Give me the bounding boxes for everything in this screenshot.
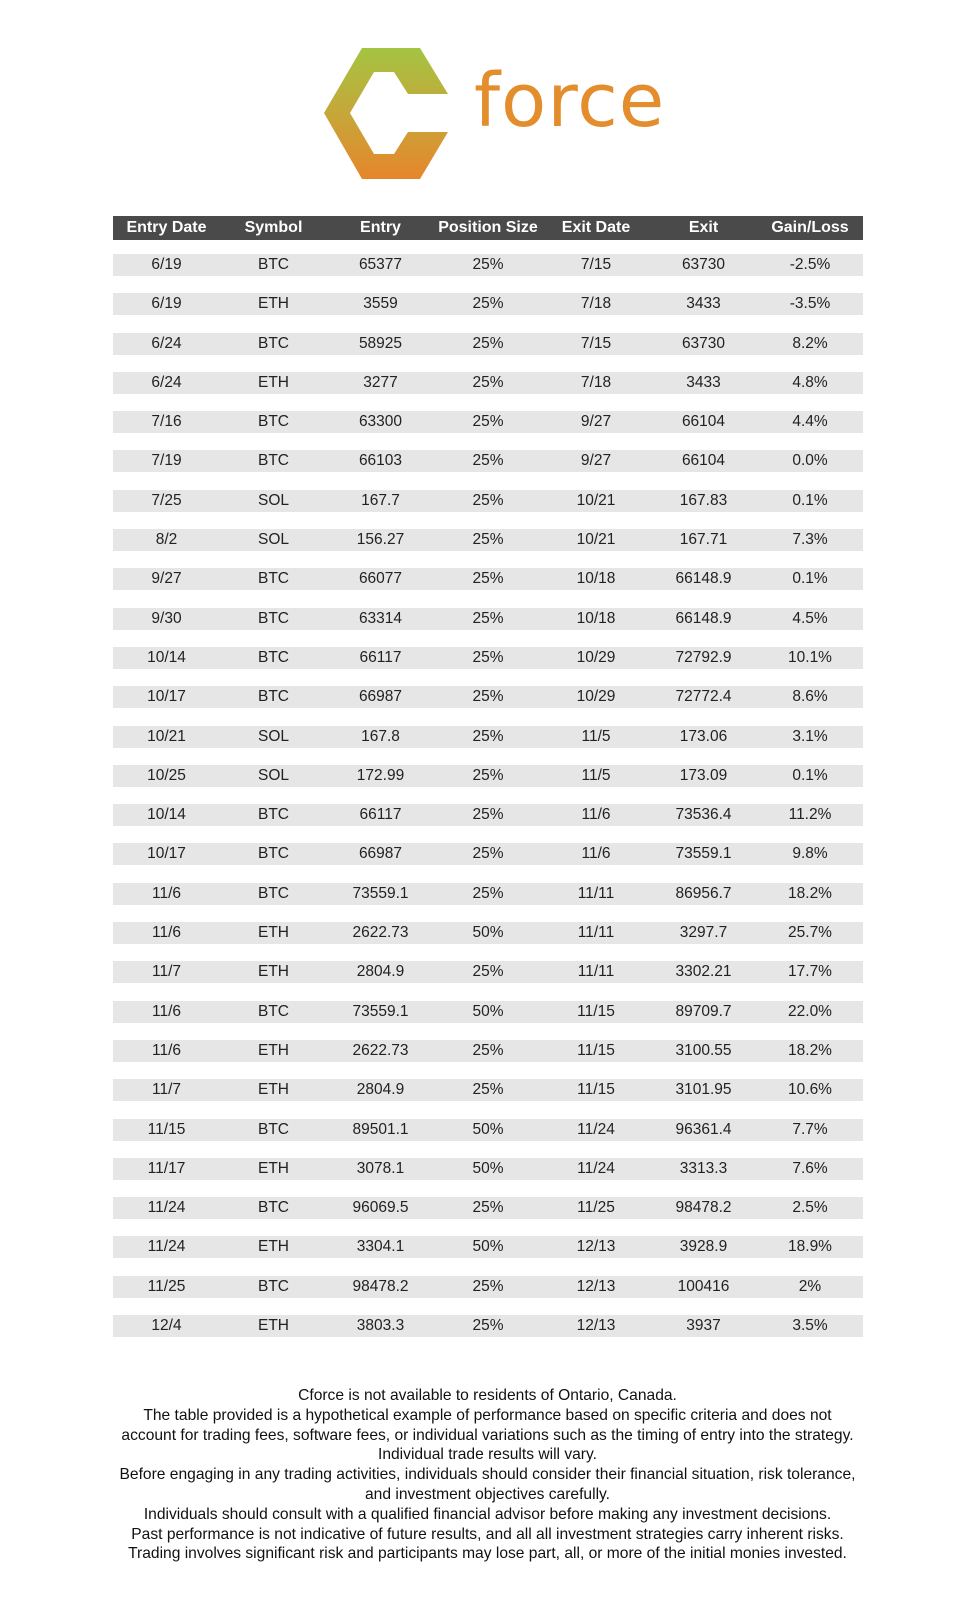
cell-position-size: 25% [472,727,504,745]
cell-exit: 3100.55 [675,1041,732,1059]
table-header [113,216,863,240]
table-row [113,922,863,944]
cell-exit-date: 11/15 [577,1002,615,1020]
cell-exit: 3928.9 [679,1238,728,1256]
cell-exit-date: 9/27 [580,452,612,470]
cell-symbol: SOL [257,766,289,784]
cell-exit: 173.09 [679,766,728,784]
cell-entry-date: 7/16 [151,413,182,431]
cell-gain-loss: 10.6% [788,1081,832,1099]
cell-entry: 172.99 [356,766,405,784]
cell-position-size: 25% [472,1199,504,1217]
cell-position-size: 50% [472,1159,504,1177]
cell-symbol: ETH [258,963,289,981]
cell-gain-loss: 8.6% [792,688,828,706]
cell-entry: 2622.73 [352,1041,409,1059]
cell-entry-date: 9/27 [151,570,182,588]
cell-entry: 66077 [358,570,403,588]
cell-gain-loss: -2.5% [789,256,831,273]
cell-exit: 100416 [677,1277,730,1295]
cell-position-size: 25% [472,1277,504,1295]
cell-symbol: BTC [258,256,289,273]
cell-entry: 63314 [358,609,403,627]
disclaimer-line: Past performance is not indicative of future results, and all all investment strategies carry inherent risks. [131,1525,844,1543]
cell-gain-loss: 25.7% [788,924,832,942]
table-row [113,647,863,669]
cell-entry: 73559.1 [352,884,409,902]
cell-exit-date: 11/24 [577,1120,615,1138]
cell-exit: 73559.1 [675,845,732,863]
cell-position-size: 50% [472,924,504,942]
cell-entry: 96069.5 [352,1199,409,1217]
table-row [113,1315,863,1337]
table-row [113,372,863,394]
cell-entry: 3304.1 [356,1238,405,1256]
cell-gain-loss: 0.1% [792,766,828,784]
cell-position-size: 25% [472,766,504,784]
cell-exit-date: 10/18 [576,570,616,588]
cell-position-size: 25% [472,884,504,902]
cell-symbol: ETH [258,295,289,313]
table-row [113,411,863,433]
cell-entry-date: 11/7 [151,963,182,981]
cell-entry: 167.7 [361,491,400,509]
cell-gain-loss: 7.6% [792,1159,828,1177]
cell-exit-date: 11/5 [581,766,611,784]
cell-gain-loss: 17.7% [788,963,832,981]
cell-position-size: 50% [472,1002,504,1020]
cell-gain-loss: 0.0% [792,452,828,470]
cell-symbol: ETH [258,1238,289,1256]
cell-position-size: 25% [472,334,504,352]
table-row [113,333,863,355]
cell-entry: 73559.1 [352,1002,409,1020]
cell-entry-date: 11/15 [147,1120,186,1138]
cell-exit: 66148.9 [675,609,732,627]
cell-exit-date: 7/18 [580,373,612,391]
cell-symbol: BTC [258,1199,289,1217]
cell-entry: 3277 [363,373,398,391]
cell-entry-date: 7/19 [151,452,182,470]
header-entry-date: Entry Date [126,219,207,236]
cell-symbol: ETH [258,1317,289,1335]
cell-exit: 63730 [681,256,726,273]
cell-position-size: 25% [472,570,504,588]
cell-symbol: ETH [258,1159,289,1177]
cell-exit: 3302.21 [675,963,732,981]
table-row [113,1001,863,1023]
cell-symbol: ETH [258,924,289,942]
cell-exit-date: 11/15 [577,1081,615,1099]
cell-exit-date: 11/11 [577,924,615,942]
cell-entry: 2804.9 [356,963,405,981]
cell-exit: 3937 [686,1317,721,1335]
hexagon-c-logo-icon [322,46,462,181]
cell-gain-loss: 22.0% [788,1002,832,1020]
cell-exit: 167.71 [679,531,728,549]
table-row [113,726,863,748]
cell-exit: 3313.3 [679,1159,728,1177]
table-row [113,450,863,472]
table-row [113,883,863,905]
header-exit-date: Exit Date [561,219,631,236]
cell-entry: 66987 [358,688,403,706]
cell-exit: 3433 [686,373,721,391]
cell-entry: 58925 [358,334,403,352]
table-row [113,529,863,551]
cell-exit-date: 9/27 [580,413,612,431]
cell-position-size: 25% [472,609,504,627]
cell-exit-date: 12/13 [576,1238,616,1256]
disclaimer-line: account for trading fees, software fees, or individual variations such as the timing of entry into the strategy. [121,1426,854,1444]
cell-position-size: 25% [472,1317,504,1335]
cell-symbol: BTC [258,570,289,588]
cell-entry-date: 6/24 [151,373,182,391]
cell-exit-date: 12/13 [576,1317,616,1335]
table-row [113,1158,863,1180]
cell-exit-date: 11/15 [577,1041,615,1059]
cell-entry-date: 11/6 [151,884,182,902]
cell-exit: 98478.2 [675,1199,732,1217]
trade-results-table [113,216,863,1337]
cforce-logo [322,46,666,181]
cell-entry-date: 10/17 [147,845,186,863]
cell-exit: 167.83 [679,491,728,509]
cell-exit: 66104 [681,452,726,470]
cell-exit-date: 10/21 [576,531,616,549]
cell-entry: 3803.3 [356,1317,405,1335]
cell-symbol: ETH [258,1081,289,1099]
cell-symbol: BTC [258,884,289,902]
header-symbol: Symbol [244,219,303,236]
cell-entry-date: 12/4 [151,1317,182,1335]
cell-entry: 89501.1 [352,1120,409,1138]
cell-entry: 66103 [358,452,403,470]
cell-exit-date: 11/11 [577,884,615,902]
cell-entry-date: 7/25 [151,491,182,509]
cell-entry-date: 11/17 [147,1159,186,1177]
cell-position-size: 25% [472,963,504,981]
cell-symbol: BTC [258,609,289,627]
cell-entry-date: 10/14 [147,806,186,824]
table-row [113,254,863,276]
cell-gain-loss: 8.2% [792,334,828,352]
header-gain-loss: Gain/Loss [771,219,849,236]
cell-exit-date: 11/5 [581,727,611,745]
cell-entry-date: 11/6 [151,1002,182,1020]
cell-gain-loss: 10.1% [788,648,832,666]
cell-entry-date: 11/24 [147,1199,186,1217]
cell-exit: 86956.7 [675,884,732,902]
cell-position-size: 25% [472,845,504,863]
cell-exit: 173.06 [679,727,728,745]
cell-entry: 156.27 [356,531,405,549]
cell-entry-date: 6/24 [151,334,182,352]
cell-exit-date: 11/11 [577,963,615,981]
cell-position-size: 50% [472,1120,504,1138]
cell-entry-date: 10/21 [147,727,186,745]
disclaimer-line: Individual trade results will vary. [378,1446,597,1464]
cell-exit-date: 10/18 [576,609,616,627]
disclaimer-line: Individuals should consult with a qualified financial advisor before making any investment decisions. [143,1505,832,1523]
cell-entry: 65377 [358,256,403,273]
cell-entry-date: 11/7 [151,1081,182,1099]
cell-gain-loss: 11.2% [788,806,832,824]
cell-gain-loss: 7.3% [792,531,828,549]
cell-exit-date: 11/24 [577,1159,615,1177]
cell-position-size: 25% [472,806,504,824]
table-row [113,804,863,826]
table-row [113,1236,863,1258]
cell-entry: 2804.9 [356,1081,405,1099]
cell-exit: 96361.4 [675,1120,732,1138]
cell-position-size: 25% [472,648,504,666]
cell-gain-loss: 9.8% [792,845,828,863]
cell-position-size: 25% [472,491,504,509]
cell-gain-loss: 0.1% [792,570,828,588]
cell-symbol: ETH [258,1041,289,1059]
cell-symbol: BTC [258,334,289,352]
cell-exit: 72792.9 [675,648,732,666]
cell-symbol: BTC [258,1277,289,1295]
cell-position-size: 25% [472,688,504,706]
cell-exit-date: 11/25 [577,1199,615,1217]
cell-symbol: SOL [257,727,289,745]
table-row [113,843,863,865]
cell-gain-loss: 2% [798,1277,822,1295]
disclaimer-line: Trading involves significant risk and participants may lose part, all, or more of the initial monies invested. [128,1545,847,1563]
cell-exit: 3433 [686,295,721,313]
cell-entry-date: 10/17 [147,688,186,706]
cell-gain-loss: 4.5% [792,609,828,627]
cell-position-size: 50% [472,1238,504,1256]
brand-wordmark: force [474,58,666,144]
cell-symbol: BTC [258,648,289,666]
table-row [113,1276,863,1298]
cell-exit: 3101.95 [675,1081,732,1099]
cell-exit: 66148.9 [675,570,732,588]
cell-position-size: 25% [472,373,504,391]
cell-entry: 3078.1 [356,1159,405,1177]
cell-exit: 89709.7 [675,1002,732,1020]
header-entry: Entry [360,219,401,236]
cell-exit-date: 10/29 [576,688,616,706]
cell-exit-date: 10/29 [576,648,616,666]
table-row [113,568,863,590]
cell-position-size: 25% [472,452,504,470]
cell-entry-date: 6/19 [151,256,182,273]
cell-entry: 66987 [358,845,403,863]
cell-symbol: BTC [258,806,289,824]
disclaimer-line: The table provided is a hypothetical example of performance based on specific criteria and does not [143,1406,832,1424]
cell-exit-date: 7/15 [580,334,612,352]
cell-entry-date: 10/25 [147,766,186,784]
table-row [113,1079,863,1101]
cell-entry-date: 6/19 [151,295,182,313]
cell-entry: 63300 [358,413,403,431]
cell-entry-date: 8/2 [155,531,178,549]
cell-entry: 66117 [359,648,402,666]
cell-position-size: 25% [472,256,504,273]
cell-gain-loss: 2.5% [792,1199,828,1217]
cell-exit: 63730 [681,334,726,352]
cell-exit: 66104 [681,413,726,431]
cell-position-size: 25% [472,295,504,313]
cell-position-size: 25% [472,1041,504,1059]
cell-entry-date: 11/6 [151,1041,182,1059]
cell-entry: 66117 [359,806,402,824]
table-row [113,961,863,983]
cell-exit-date: 12/13 [576,1277,616,1295]
cell-symbol: BTC [258,413,289,431]
table-row [113,608,863,630]
cell-entry-date: 11/6 [151,924,182,942]
cell-exit: 72772.4 [675,688,732,706]
cell-gain-loss: 0.1% [792,491,828,509]
cell-entry-date: 11/25 [147,1277,186,1295]
cell-position-size: 25% [472,413,504,431]
cell-exit: 73536.4 [675,806,732,824]
table-row [113,765,863,787]
cell-exit-date: 11/6 [581,845,611,863]
header-exit: Exit [688,219,719,236]
disclaimer-text [40,1386,935,1564]
cell-exit-date: 7/15 [580,256,612,273]
cell-position-size: 25% [472,531,504,549]
cell-gain-loss: 4.8% [792,373,828,391]
cell-entry-date: 10/14 [147,648,186,666]
table-body [113,254,863,1337]
cell-gain-loss: 3.1% [792,727,828,745]
cell-symbol: BTC [258,452,289,470]
cell-symbol: BTC [258,688,289,706]
table-row [113,1119,863,1141]
table-row [113,686,863,708]
cell-exit-date: 10/21 [576,491,616,509]
table-row [113,1197,863,1219]
cell-symbol: BTC [258,1002,289,1020]
cell-entry: 98478.2 [352,1277,409,1295]
cell-symbol: BTC [258,845,289,863]
cell-exit-date: 11/6 [581,806,611,824]
cell-entry: 2622.73 [352,924,409,942]
cell-entry-date: 11/24 [147,1238,186,1256]
cell-entry: 3559 [363,295,398,313]
header-position-size: Position Size [438,219,538,236]
table-row [113,490,863,512]
cell-gain-loss: 18.2% [788,884,832,902]
cell-gain-loss: 4.4% [792,413,828,431]
disclaimer-line: Cforce is not available to residents of Ontario, Canada. [298,1387,677,1404]
cell-exit: 3297.7 [679,924,728,942]
cell-entry: 167.8 [361,727,400,745]
cell-symbol: SOL [257,491,289,509]
cell-exit-date: 7/18 [580,295,612,313]
table-row [113,1040,863,1062]
cell-gain-loss: -3.5% [789,295,831,313]
table-row [113,293,863,315]
cell-symbol: BTC [258,1120,289,1138]
disclaimer-line: Before engaging in any trading activities, individuals should consider their financial situation, risk tolerance, [119,1466,856,1484]
cell-entry-date: 9/30 [151,609,182,627]
cell-gain-loss: 18.2% [788,1041,832,1059]
cell-position-size: 25% [472,1081,504,1099]
cell-symbol: SOL [257,531,289,549]
cell-symbol: ETH [258,373,289,391]
cell-gain-loss: 18.9% [788,1238,832,1256]
disclaimer-line: and investment objectives carefully. [365,1485,610,1503]
cell-gain-loss: 3.5% [792,1317,828,1335]
cell-gain-loss: 7.7% [792,1120,828,1138]
